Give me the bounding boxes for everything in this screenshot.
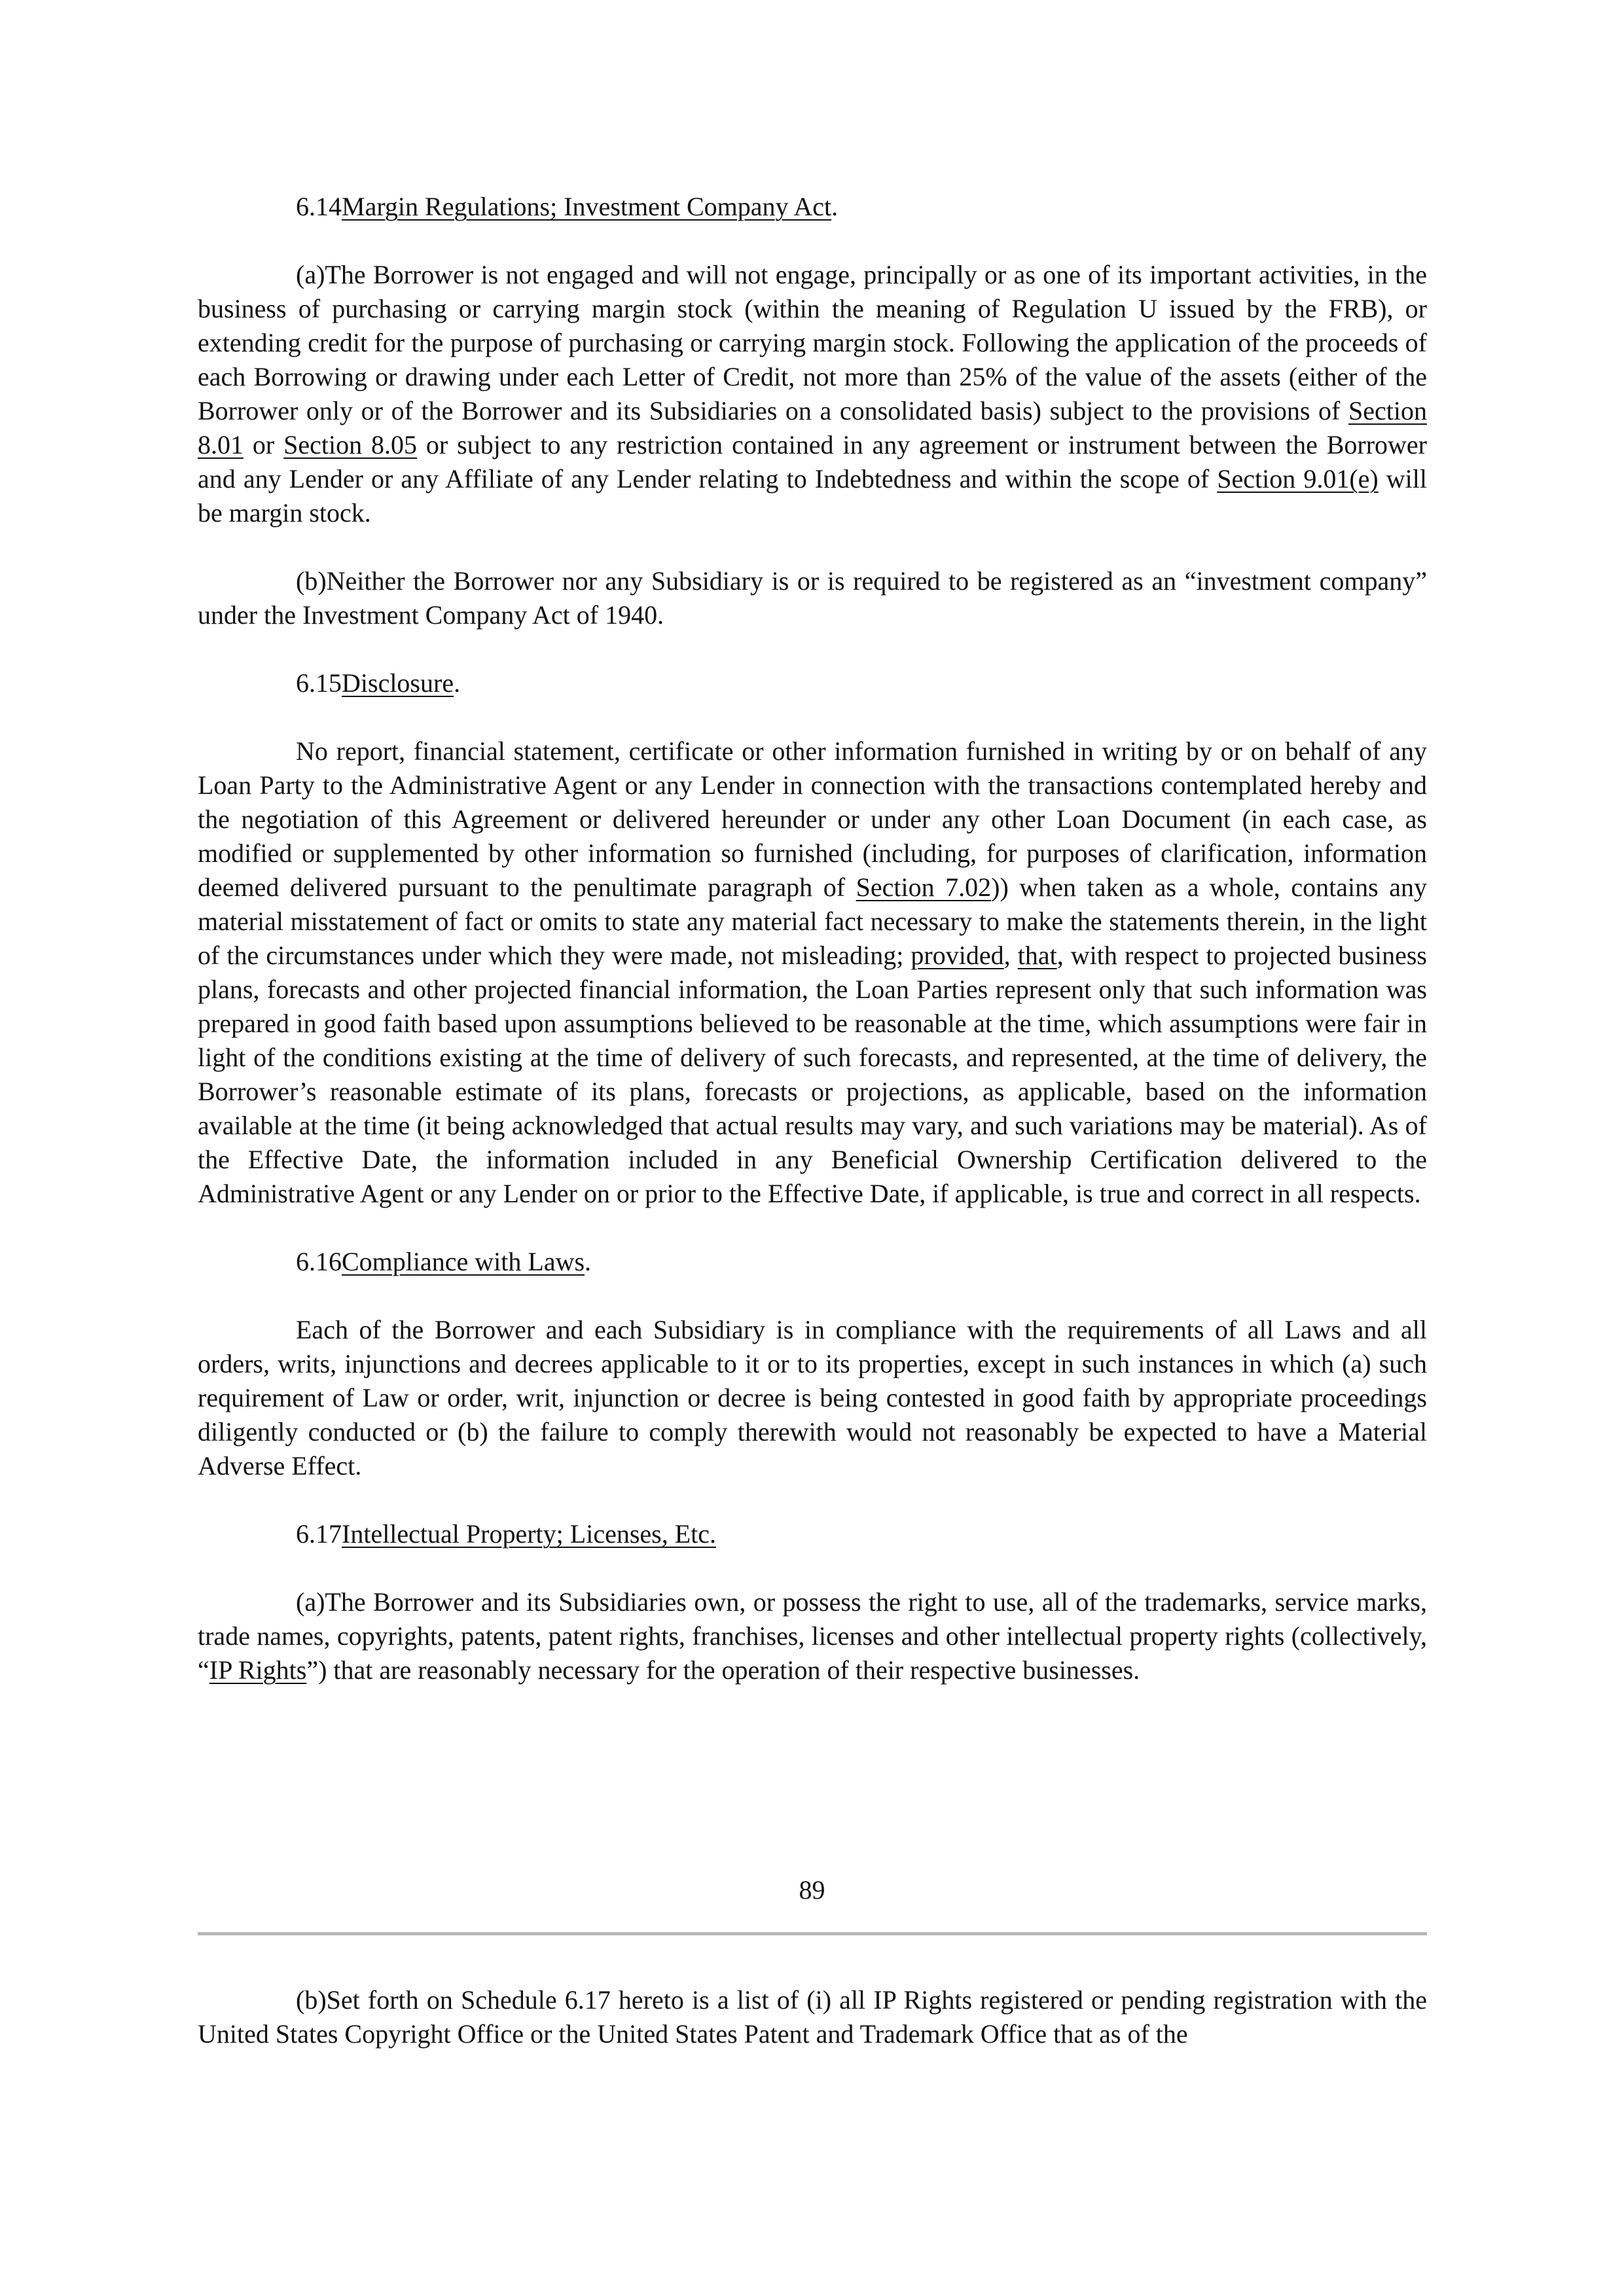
- section-6-16-body: Each of the Borrower and each Subsidiary is in compliance with the requirements of all Laws and all orders, writs, injunctions and decrees applicable to it or to its properties, except in such instances in which (a) such requirement of Law or order, writ, injunction or decree is being contested in good faith by appropriate proceedings diligently conducted or (b) the failure to comply therewith would not reasonably be expected to have a Material Adverse Effect.: [198, 1315, 1427, 1480]
- section-6-17-paragraph-b: (b)Set forth on Schedule 6.17 hereto is a list of (i) all IP Rights registered or pending registration with the United States Copyright Office or the United States Patent and Trademark Office that as of the: [198, 1985, 1427, 2049]
- page-number: 89: [799, 1875, 825, 1905]
- section-reference: Section 7.02: [856, 872, 992, 902]
- section-title: Disclosure: [342, 668, 454, 698]
- defined-term: IP Rights: [209, 1655, 307, 1685]
- section-number: 6.17: [296, 1519, 342, 1549]
- section-6-17-heading: [198, 1517, 1427, 1551]
- document-page: [198, 190, 1427, 1687]
- next-page-content: [198, 1983, 1427, 2051]
- defined-term: that: [1017, 941, 1057, 970]
- section-6-16-heading: 6.16Compliance with Laws.: [296, 1247, 592, 1276]
- page-divider: [198, 1932, 1427, 1935]
- section-reference: Section 8.05: [283, 430, 418, 459]
- section-reference: Section 8.01: [198, 396, 1427, 459]
- section-6-17-paragraph-a: (a)The Borrower and its Subsidiaries own, or possess the right to use, all of the trademarks, service marks, trade names, copyrights, patents, patent rights, franchises, licenses and other intellectual property rights (collectively, “IP Rights”) that are reasonably necessary for the operation of their respective businesses.: [198, 1587, 1427, 1685]
- section-reference: Section 9.01(e): [1217, 464, 1379, 493]
- section-title: Intellectual Property; Licenses, Etc.: [342, 1519, 717, 1549]
- section-title: Margin Regulations; Investment Company Act: [342, 192, 832, 221]
- section-number: 6.15: [296, 668, 342, 698]
- section-6-14-paragraph-b: (b)Neither the Borrower nor any Subsidiary is or is required to be registered as an “investment company” under the Investment Company Act of 1940.: [198, 566, 1427, 630]
- defined-term: provided: [911, 941, 1004, 970]
- section-number: 6.14: [296, 192, 342, 221]
- section-number: 6.16: [296, 1247, 342, 1276]
- section-6-14-paragraph-a: (a)The Borrower is not engaged and will not engage, principally or as one of its important activities, in the business of purchasing or carrying margin stock (within the meaning of Regulation U issued by the FRB), or extending credit for the purpose of purchasing or carrying margin stock. Following the application of the proceeds of each Borrowing or drawing under each Letter of Credit, not more than 25% of the value of the assets (either of the Borrower only or of the Borrower and its Subsidiaries on a consolidated basis) subject to the provisions of Section 8.01 or Section 8.05 or subject to any restriction contained in any agreement or instrument between the Borrower and any Lender or any Affiliate of any Lender relating to Indebtedness and within the scope of Section 9.01(e) will be margin stock.: [198, 260, 1428, 528]
- section-6-15-body: No report, financial statement, certificate or other information furnished in writing by or on behalf of any Loan Party to the Administrative Agent or any Lender in connection with the transactions contemplated hereby and the negotiation of this Agreement or delivered hereunder or under any other Loan Document (in each case, as modified or supplemented by other information so furnished (including, for purposes of clarification, information deemed delivered pursuant to the penultimate paragraph of Section 7.02)) when taken as a whole, contains any material misstatement of fact or omits to state any material fact necessary to make the statements therein, in the light of the circumstances under which they were made, not misleading; provided, that, with respect to projected business plans, forecasts and other projected financial information, the Loan Parties represent only that such information was prepared in good faith based upon assumptions believed to be reasonable at the time, which assumptions were fair in light of the conditions existing at the time of delivery of such forecasts, and represented, at the time of delivery, the Borrower’s reasonable estimate of its plans, forecasts or projections, as applicable, based on the information available at the time (it being acknowledged that actual results may vary, and such variations may be material). As of the Effective Date, the information included in any Beneficial Ownership Certification delivered to the Administrative Agent or any Lender on or prior to the Effective Date, if applicable, is true and correct in all respects.: [198, 736, 1427, 1208]
- section-6-14-heading: 6.14Margin Regulations; Investment Company Act.: [296, 192, 839, 221]
- section-title: Compliance with Laws: [342, 1247, 585, 1276]
- section-6-15-heading: 6.15Disclosure.: [296, 668, 461, 698]
